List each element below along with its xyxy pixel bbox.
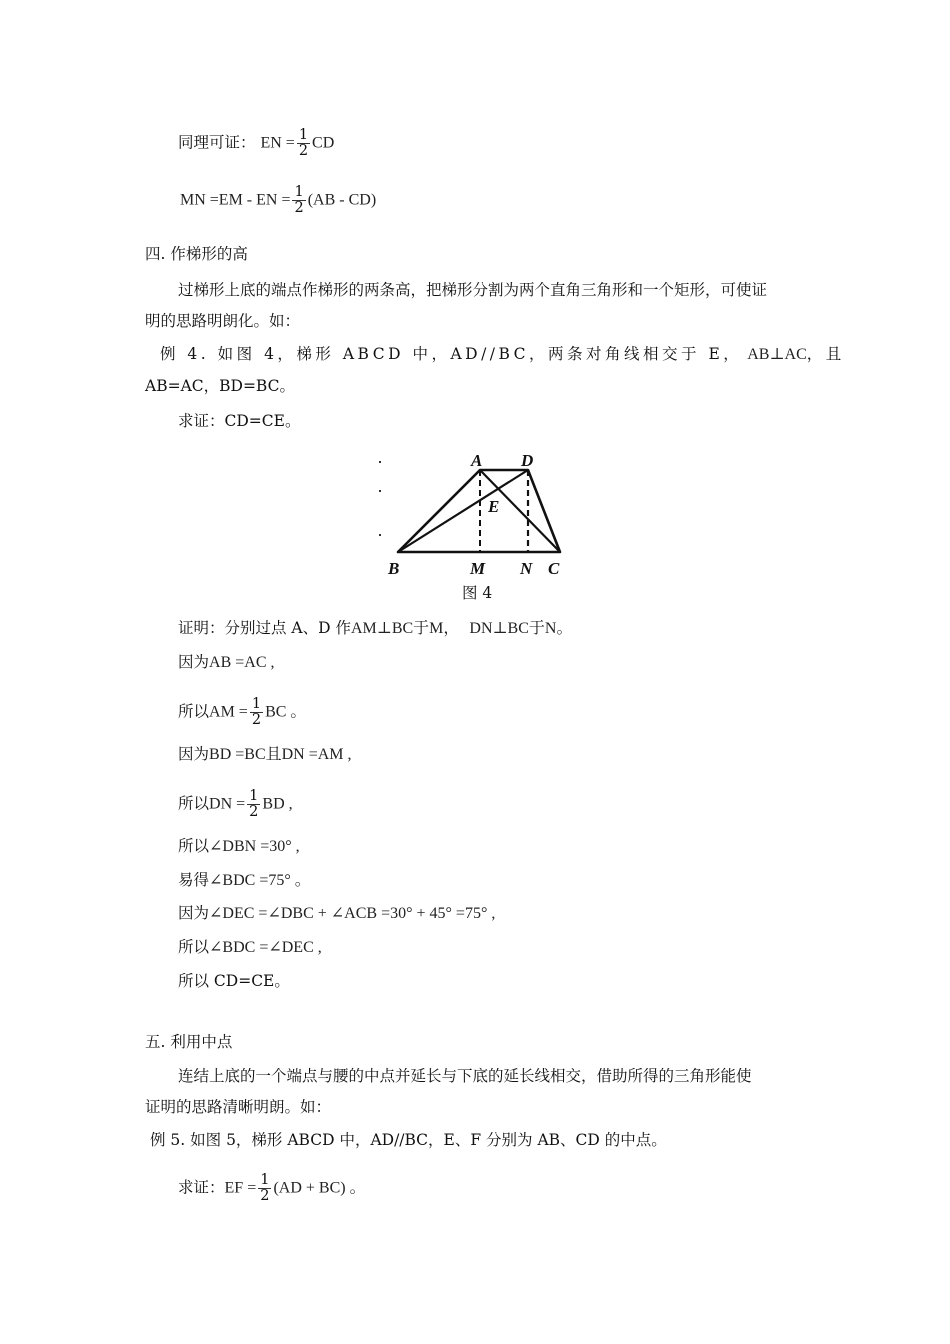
point-label-e: E [488, 497, 500, 516]
fraction-denominator: 2 [249, 804, 259, 820]
fraction [258, 1173, 271, 1204]
fraction [247, 789, 260, 820]
math-text: BD , [262, 795, 293, 813]
math-text: EF = [224, 1179, 257, 1197]
fraction-numerator: 1 [294, 184, 304, 200]
proof-step-8 [178, 903, 495, 924]
fraction-numerator: 1 [260, 1172, 270, 1188]
paragraph-line: 过梯形上底的端点作梯形的两条高，把梯形分割为两个直角三角形和一个矩形，可使证 [178, 281, 768, 299]
fraction-denominator: 2 [298, 143, 309, 159]
example-4-statement-cont: AB=AC，BD=BC。 [145, 377, 295, 395]
stray-mark [379, 461, 381, 463]
paragraph-line: 连结上底的一个端点与腰的中点并延长与下底的延长线相交，借助所得的三角形能使 [178, 1067, 752, 1085]
stray-mark [379, 534, 381, 536]
prove-statement-4: 求证：CD=CE。 [178, 412, 301, 430]
math-text: ∠DEC =∠DBC + ∠ACB =30° + 45° =75° , [209, 905, 496, 922]
fraction-numerator: 1 [249, 788, 259, 804]
example-text: 例 4. 如图 4，梯形 ABCD 中，AD//BC，两条对角线相交于 E， [160, 345, 743, 363]
math-text: AB =AC , [209, 654, 275, 671]
trapezoid-figure [370, 448, 580, 580]
example-4-statement [160, 344, 845, 365]
prove-statement-5 [178, 1173, 366, 1204]
math-text: CD [312, 134, 335, 152]
fraction-denominator: 2 [251, 712, 262, 728]
vertex-label-d: D [521, 451, 534, 470]
proof-line-en [178, 128, 334, 159]
example-5-statement: 例 5. 如图 5，梯形 ABCD 中，AD//BC，E、F 分别为 AB、CD 的中点。 [150, 1131, 667, 1149]
section-heading-4: 四. 作梯形的高 [145, 245, 248, 263]
math-text: DN = [209, 795, 246, 813]
proof-text: 所以 [178, 938, 210, 956]
vertex-label-a: A [471, 451, 483, 470]
fraction [292, 185, 305, 216]
fraction-denominator: 2 [294, 200, 304, 216]
proof-step-10: 所以 CD=CE。 [178, 972, 290, 990]
math-text: DN⊥BC于N。 [469, 620, 573, 637]
point-label-m: M [470, 559, 486, 578]
math-text: MN =EM - EN = [180, 191, 291, 209]
text-label: 同理可证： [178, 133, 256, 152]
proof-line-mn [180, 185, 376, 216]
fraction [250, 697, 263, 728]
figure-caption: 图 4 [462, 584, 493, 602]
fraction-numerator: 1 [251, 696, 262, 712]
proof-text: 所以 [178, 837, 210, 855]
proof-step-1 [178, 618, 572, 639]
proof-step-2 [178, 652, 275, 673]
stray-mark [379, 490, 381, 492]
fraction [297, 128, 310, 159]
math-text: ∠BDC =∠DEC , [209, 939, 322, 956]
proof-text: 因为 [178, 745, 210, 763]
proof-text: 证明：分别过点 A、D 作 [178, 619, 351, 637]
proof-text: 易得 [178, 871, 210, 889]
proof-step-6 [178, 836, 300, 857]
example-text: ，且 [806, 345, 845, 363]
proof-text: 所以 [178, 702, 210, 721]
proof-step-5 [178, 789, 293, 820]
proof-step-7 [178, 870, 311, 891]
proof-text: 因为 [178, 653, 210, 671]
proof-text: 因为 [178, 904, 210, 922]
math-text: (AB - CD) [307, 191, 377, 209]
point-label-n: N [520, 559, 533, 578]
math-text: EN = [260, 134, 295, 152]
fraction-denominator: 2 [260, 1188, 270, 1204]
proof-text: 求证： [178, 1178, 225, 1197]
proof-step-4 [178, 744, 352, 765]
vertex-label-c: C [548, 559, 560, 578]
paragraph-line: 明的思路明朗化。如： [145, 312, 301, 330]
math-text: AM = [209, 703, 248, 721]
math-text: BC 。 [265, 703, 307, 721]
proof-step-3 [178, 697, 306, 728]
diagonal-bd [398, 470, 528, 552]
paragraph-line: 证明的思路清晰明朗。如： [145, 1098, 332, 1116]
proof-text: 所以 [178, 794, 210, 813]
math-text: BD =BC且DN =AM , [209, 746, 352, 763]
fraction-numerator: 1 [298, 127, 309, 143]
proof-step-9 [178, 937, 322, 958]
math-text: ∠DBN =30° , [209, 838, 300, 855]
math-text: AB⊥AC [747, 346, 807, 363]
section-heading-5: 五. 利用中点 [145, 1033, 233, 1051]
math-text: (AD + BC) 。 [273, 1179, 366, 1197]
math-text: ∠BDC =75° 。 [209, 872, 311, 889]
vertex-label-b: B [388, 559, 400, 578]
math-text: AM⊥BC于M， [350, 620, 460, 637]
